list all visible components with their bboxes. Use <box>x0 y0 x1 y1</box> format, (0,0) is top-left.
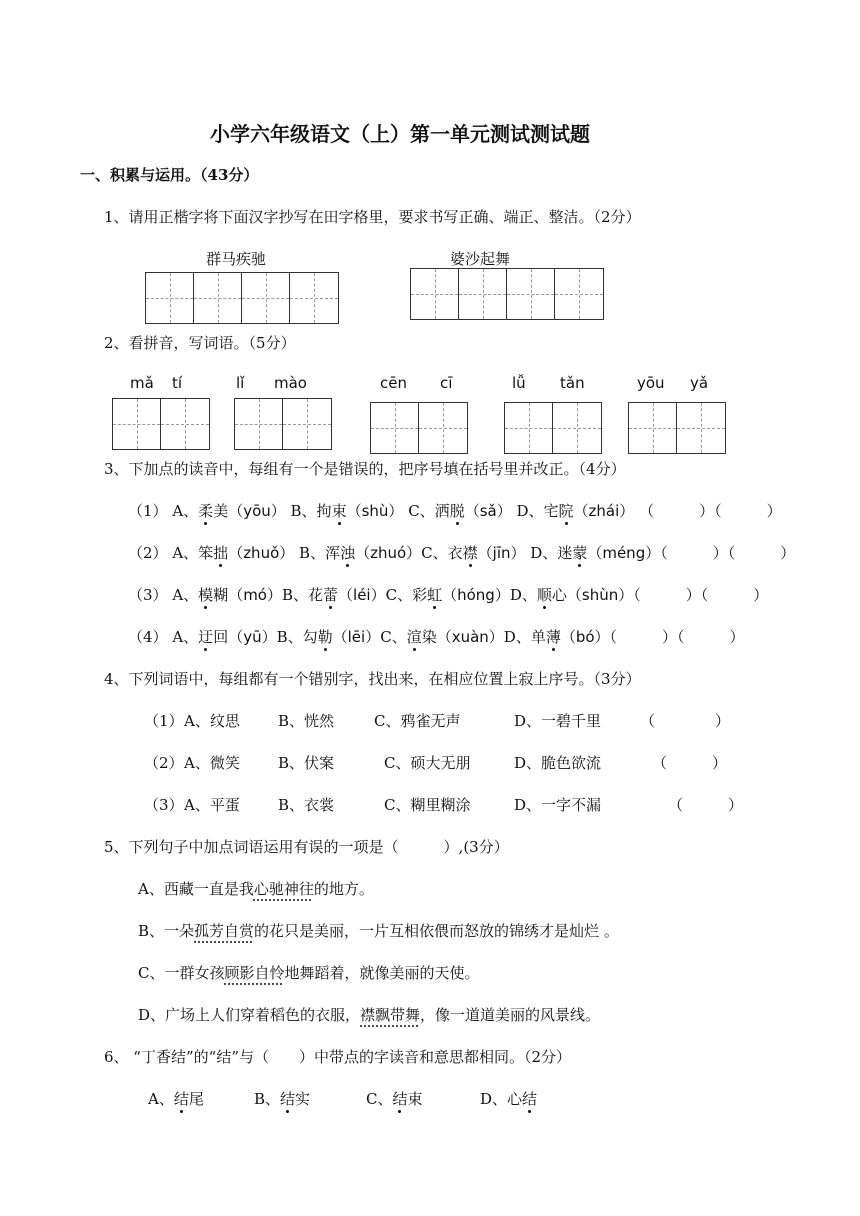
option-text: D、心 <box>480 1090 523 1108</box>
pinyin-1b: tí <box>172 374 183 392</box>
option-a-prefix: A、 <box>172 586 199 604</box>
dotted-text: 孤芳自赏 <box>194 922 255 940</box>
option-b-prefix: B、浑 <box>299 544 341 562</box>
q1-word-1: 群马疾驰 <box>206 250 267 268</box>
option-c-rest: 染（xuàn） <box>421 628 504 646</box>
section-heading: 一、积累与运用。（43分） <box>80 166 259 184</box>
q3-row-1 <box>128 500 782 521</box>
option-text: C、一群女孩 <box>138 964 225 982</box>
option-a-prefix: A、笨 <box>172 544 214 562</box>
question-6-stem: 6、 “丁香结”的“结”与（ ）中带点的字读音和意思都相同。（2分） <box>104 1048 572 1066</box>
q4-row-1-blank[interactable]: （ ） <box>640 712 731 730</box>
q1-grid-2[interactable] <box>410 268 604 320</box>
pinyin-2a: lǐ <box>236 374 245 392</box>
option-text: C、 <box>366 1090 393 1108</box>
q4-row-3-a: A、平蛋 <box>184 796 240 814</box>
dotted-char: 院 <box>558 502 574 520</box>
option-text: 的花只是美丽，一片互相依偎而怒放的锦绣才是灿烂 。 <box>254 922 619 940</box>
option-a-rest: （zhuǒ） <box>228 544 295 562</box>
grid-cell[interactable] <box>459 269 507 319</box>
option-text: 实 <box>295 1090 311 1108</box>
option-d-prefix: D、宅 <box>516 502 559 520</box>
dotted-text: 顾影自怜 <box>224 964 285 982</box>
question-3-stem: 3、下加点的读音中，每组有一个是错误的，把序号填在括号里并改正。（4分） <box>104 460 626 478</box>
option-b-prefix: B、勾 <box>276 628 318 646</box>
option-d-prefix: D、 <box>509 586 537 604</box>
option-c-prefix: C、衣 <box>421 544 463 562</box>
option-b-rest: （shù） <box>346 502 404 520</box>
q4-row-3-blank[interactable]: （ ） <box>668 796 744 814</box>
q4-row-1-c: C、鸦雀无声 <box>374 712 461 730</box>
dotted-word <box>254 880 314 898</box>
q2-grid-1[interactable] <box>112 398 210 450</box>
dotted-char: 浊 <box>340 544 356 562</box>
page-title: 小学六年级语文（上）第一单元测试测试题 <box>210 122 590 146</box>
q3-row-2 <box>128 542 795 563</box>
pinyin-1a: mǎ <box>130 374 154 392</box>
grid-cell[interactable] <box>419 403 467 453</box>
dotted-char: 结 <box>392 1090 408 1108</box>
option-d-rest: （méng） <box>587 544 661 562</box>
question-1-stem: 1、请用正楷字将下面汉字抄写在田字格里，要求书写正确、端正、整洁。（2分） <box>104 208 641 226</box>
q2-grid-3[interactable] <box>370 402 468 454</box>
q6-option-d <box>480 1088 537 1109</box>
option-c-rest: （sǎ） <box>464 502 512 520</box>
q2-grid-4[interactable] <box>504 402 602 454</box>
option-c-prefix: C、彩 <box>385 586 428 604</box>
option-a-prefix: A、 <box>172 502 199 520</box>
row-number: （2） <box>128 544 168 562</box>
dotted-text: 襟飘带舞 <box>360 1006 421 1024</box>
dotted-char: 顺 <box>536 586 552 604</box>
option-text: ，像一道道美丽的风景线。 <box>420 1006 601 1024</box>
question-5-stem: 5、下列句子中加点词语运用有误的一项是（ ）,(3分） <box>104 838 509 856</box>
q5-option-a <box>138 878 374 899</box>
q3-row-3 <box>128 584 768 605</box>
pinyin-5a: yōu <box>637 374 665 392</box>
q6-option-b <box>254 1088 310 1109</box>
grid-cell[interactable] <box>507 269 555 319</box>
q4-row-2-d: D、脆色欲流 <box>514 754 602 772</box>
dotted-char: 结 <box>280 1090 296 1108</box>
grid-cell[interactable] <box>283 399 331 449</box>
option-b-rest: （léi） <box>338 586 386 604</box>
option-b-prefix: B、拘 <box>290 502 332 520</box>
option-d-prefix: D、单 <box>503 628 546 646</box>
grid-cell[interactable] <box>555 269 603 319</box>
dotted-char: 薄 <box>545 628 561 646</box>
dotted-char: 虹 <box>427 586 443 604</box>
dotted-char: 模 <box>198 586 214 604</box>
answer-blank[interactable]: （ ）（ ） <box>660 544 796 562</box>
pinyin-3a: cēn <box>380 374 407 392</box>
grid-cell[interactable] <box>290 273 338 323</box>
q2-grid-5[interactable] <box>628 402 726 454</box>
q4-row-2-blank[interactable]: （ ） <box>652 754 728 772</box>
dotted-char: 渲 <box>406 628 422 646</box>
dotted-char: 脱 <box>449 502 465 520</box>
grid-cell[interactable] <box>242 273 290 323</box>
grid-cell[interactable] <box>553 403 601 453</box>
option-a-prefix: A、 <box>172 628 199 646</box>
option-text: B、一朵 <box>138 922 195 940</box>
row-number: （4） <box>128 628 168 646</box>
grid-cell[interactable] <box>629 403 677 453</box>
pinyin-3b: cī <box>440 374 453 392</box>
grid-cell[interactable] <box>113 399 161 449</box>
answer-blank[interactable]: （ ）（ ） <box>633 586 769 604</box>
dotted-char: 束 <box>331 502 347 520</box>
q4-row-1-d: D、一碧千里 <box>514 712 602 730</box>
pinyin-2b: mào <box>274 374 307 392</box>
q6-option-a <box>148 1088 204 1109</box>
option-a-rest: 糊（mó） <box>213 586 282 604</box>
option-d-rest: 心（shùn） <box>551 586 634 604</box>
q1-grid-1[interactable] <box>145 272 339 324</box>
grid-cell[interactable] <box>505 403 553 453</box>
q4-row-2-num: （2） <box>144 754 184 772</box>
dotted-char: 结 <box>173 1090 189 1108</box>
grid-cell[interactable] <box>194 273 242 323</box>
row-number: （1） <box>128 502 168 520</box>
dotted-char: 蕾 <box>323 586 339 604</box>
option-text: A、西藏一直是我 <box>138 880 254 898</box>
dotted-char: 柔 <box>198 502 214 520</box>
option-b-prefix: B、花 <box>281 586 324 604</box>
option-c-prefix: C、洒 <box>408 502 450 520</box>
answer-blank[interactable]: （ ）（ ） <box>609 628 745 646</box>
option-d-prefix: D、迷 <box>530 544 573 562</box>
grid-cell[interactable] <box>677 403 725 453</box>
q2-grid-2[interactable] <box>234 398 332 450</box>
q5-option-b <box>138 920 619 941</box>
q3-row-4 <box>128 626 745 647</box>
dotted-char: 襟 <box>462 544 478 562</box>
option-c-rest: （jīn） <box>477 544 526 562</box>
q6-option-c <box>366 1088 423 1109</box>
row-number: （3） <box>128 586 168 604</box>
grid-cell[interactable] <box>146 273 194 323</box>
dotted-char: 结 <box>522 1090 538 1108</box>
question-4-stem: 4、下列词语中，每组都有一个错别字，找出来，在相应位置上寂上序号。（3分） <box>104 670 641 688</box>
option-a-rest: 美（yōu） <box>213 502 286 520</box>
option-d-rest: （zhái） <box>573 502 635 520</box>
option-a-rest: 回（yū） <box>213 628 277 646</box>
q4-row-3-c: C、糊里糊涂 <box>384 796 471 814</box>
question-2-stem: 2、看拼音，写词语。（5分） <box>104 334 296 352</box>
option-d-rest: （bó） <box>560 628 610 646</box>
option-text: D、广场上人们穿着稻色的衣服， <box>138 1006 361 1024</box>
q5-option-c <box>138 962 480 983</box>
q4-row-2-a: A、微笑 <box>184 754 240 772</box>
grid-cell[interactable] <box>235 399 283 449</box>
dotted-char: 迂 <box>198 628 214 646</box>
grid-cell[interactable] <box>371 403 419 453</box>
option-text: B、 <box>254 1090 281 1108</box>
option-text: A、 <box>148 1090 174 1108</box>
pinyin-4b: tǎn <box>560 374 585 392</box>
q4-row-1-a: A、纹思 <box>184 712 240 730</box>
option-c-prefix: C、 <box>380 628 407 646</box>
dotted-char: 拙 <box>213 544 229 562</box>
pinyin-5b: yǎ <box>690 374 709 392</box>
q5-option-d <box>138 1004 600 1025</box>
dotted-char: 勒 <box>317 628 333 646</box>
grid-cell[interactable] <box>411 269 459 319</box>
option-text: 尾 <box>188 1090 204 1108</box>
dotted-text: 心驰神往 <box>253 880 314 898</box>
option-text: 的地方。 <box>313 880 374 898</box>
grid-cell[interactable] <box>161 399 209 449</box>
option-b-rest: （zhuó） <box>355 544 422 562</box>
q4-row-1-num: （1） <box>144 712 184 730</box>
q4-row-2-b: B、伏案 <box>278 754 335 772</box>
q4-row-3-d: D、一字不漏 <box>514 796 602 814</box>
pinyin-4a: lǚ <box>512 374 526 392</box>
dotted-char: 蒙 <box>572 544 588 562</box>
option-text: 地舞蹈着，就像美丽的天使。 <box>284 964 480 982</box>
option-b-rest: （lēi） <box>332 628 381 646</box>
q4-row-3-b: B、衣裳 <box>278 796 335 814</box>
q1-word-2: 婆沙起舞 <box>450 250 511 268</box>
q4-row-2-c: C、硕大无朋 <box>384 754 471 772</box>
option-text: 束 <box>407 1090 423 1108</box>
answer-blank[interactable]: （ ）（ ） <box>639 502 782 520</box>
option-c-rest: （hóng） <box>442 586 510 604</box>
q4-row-1-b: B、恍然 <box>278 712 335 730</box>
q4-row-3-num: （3） <box>144 796 184 814</box>
